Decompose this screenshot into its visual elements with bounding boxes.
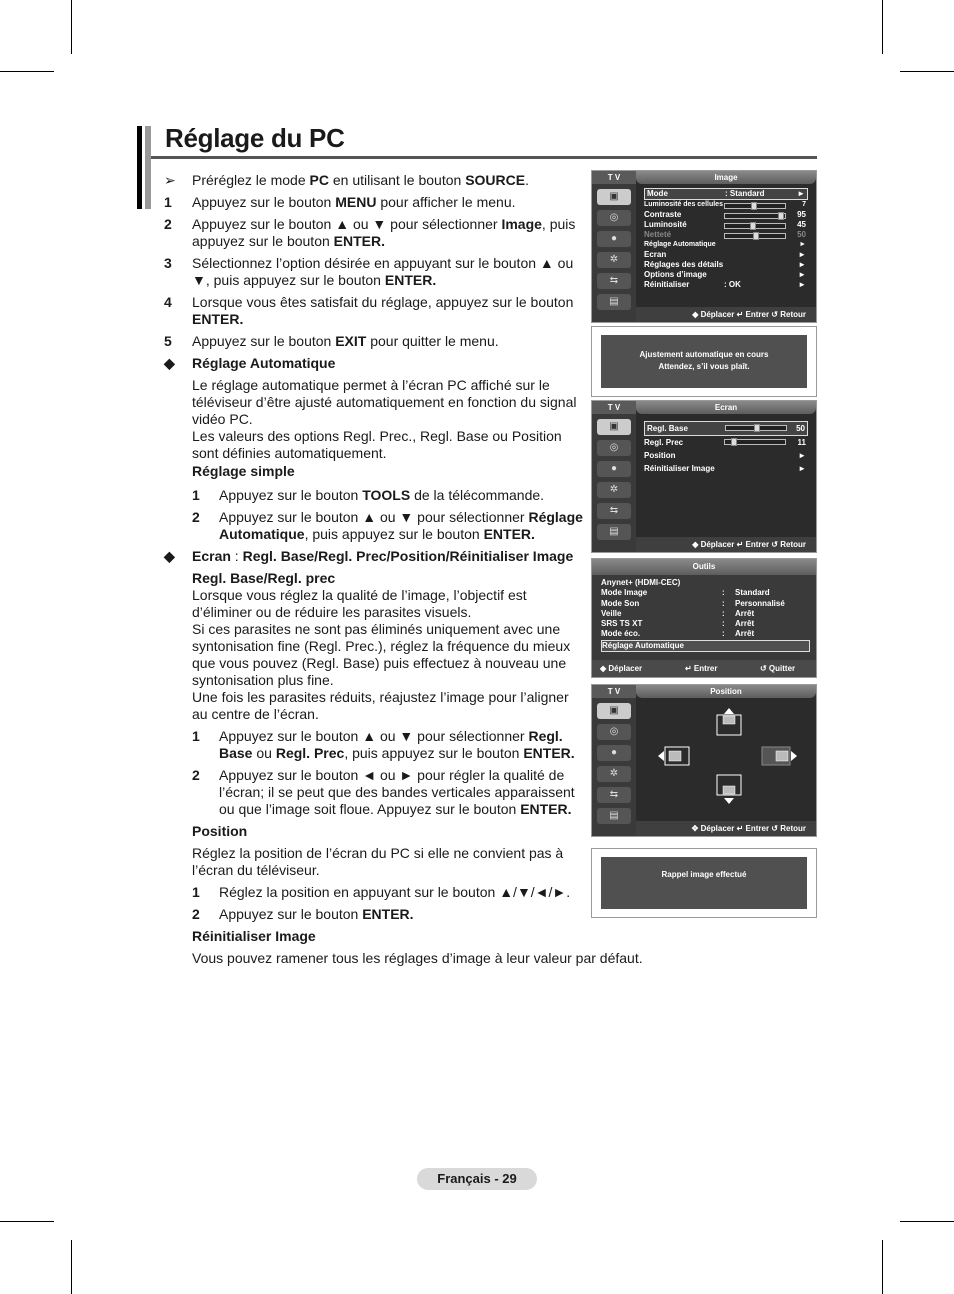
position-arrows-icon xyxy=(638,700,814,820)
osd-slider[interactable] xyxy=(724,203,786,209)
picture-icon: ▣ xyxy=(597,189,631,205)
osd-header: Outils xyxy=(592,559,816,575)
step-number: 2 xyxy=(192,906,200,922)
title-accent-bar-grey xyxy=(145,126,151,209)
osd-menu-item[interactable]: Netteté 50 xyxy=(644,230,806,239)
title-accent-bar xyxy=(137,126,142,209)
chevron-right-icon: ► xyxy=(797,189,805,198)
osd-menu-item[interactable]: Veille : Arrêt xyxy=(601,608,755,618)
main-steps xyxy=(164,194,584,350)
osd-position-menu xyxy=(591,684,817,837)
chevron-right-icon: ► xyxy=(798,250,806,259)
osd-slider[interactable] xyxy=(724,439,786,445)
crop-mark xyxy=(71,0,72,54)
osd-menu-item[interactable]: Réglages des détails ► xyxy=(644,260,806,269)
application-icon: ▤ xyxy=(597,524,631,540)
crop-mark xyxy=(0,71,54,72)
page-number: Français - 29 xyxy=(417,1168,537,1190)
position-diagram xyxy=(638,700,814,819)
regl-paragraph-1: Lorsque vous réglez la qualité de l’image, l’objectif est d’éliminer ou de réduire les parasites visuels. xyxy=(192,587,527,620)
crop-mark xyxy=(0,1221,54,1222)
input-icon: ⇆ xyxy=(597,787,631,803)
osd-header: Position xyxy=(636,685,816,698)
left-arrow-icon xyxy=(658,751,664,761)
diamond-icon: ◆ xyxy=(164,355,175,371)
intro-line: ➢ Préréglez le mode PC en utilisant le bouton SOURCE. xyxy=(164,172,529,188)
osd-slider[interactable] xyxy=(725,425,787,431)
diamond-icon: ◆ xyxy=(164,548,175,564)
regl-heading: Regl. Base/Regl. prec xyxy=(192,570,336,586)
osd-footer: ◆ Déplacer ↵ Entrer ↺ Retour xyxy=(636,537,816,552)
osd-icon-column xyxy=(592,698,636,836)
page-title: Réglage du PC xyxy=(165,123,345,153)
osd-menu-item[interactable]: Contraste 95 xyxy=(644,210,806,219)
osd-tv-tab: T V xyxy=(592,171,636,184)
chevron-right-icon: ► xyxy=(798,280,806,289)
step-number: 1 xyxy=(164,194,172,210)
osd-footer: ◆ Déplacer ↵ Entrer ↺ Quitter xyxy=(592,660,816,677)
crop-mark xyxy=(882,1240,883,1294)
down-arrow-icon xyxy=(724,798,734,804)
osd-footer: ◆ Déplacer ↵ Entrer ↺ Retour xyxy=(636,307,816,322)
osd-menu-item[interactable]: Mode éco. : Arrêt xyxy=(601,629,755,639)
crop-mark xyxy=(900,1221,954,1222)
osd-menu-item[interactable]: Regl. Prec 11 xyxy=(644,438,806,447)
application-icon: ▤ xyxy=(597,808,631,824)
regl-paragraph-2: Si ces parasites ne sont pas éliminés uniquement avec une syntonisation fine (Regl. Prec.), réglez la fréquence du mieux que vous pouvez (Regl. Base) puis effectuez à nouveau une syntonisation plus fine. xyxy=(192,621,571,688)
setup-icon: ✲ xyxy=(597,766,631,782)
step-item: 5 Appuyez sur le bouton EXIT pour quitter le menu. xyxy=(164,333,499,349)
osd-menu-item[interactable]: Ecran ► xyxy=(644,250,806,259)
osd-menu-item[interactable]: Mode : Standard ► xyxy=(644,188,808,200)
channel-icon: ● xyxy=(597,461,631,477)
input-icon: ⇆ xyxy=(597,273,631,289)
osd-menu-item[interactable]: Luminosité des cellules 7 xyxy=(644,201,806,208)
osd-tv-tab: T V xyxy=(592,401,636,414)
arrow-icon: ➢ xyxy=(164,172,176,188)
osd-menu-items xyxy=(644,421,808,475)
osd-menu-item[interactable]: Mode Son : Personnalisé xyxy=(601,598,785,608)
osd-header: Image xyxy=(636,171,816,184)
step-number: 1 xyxy=(192,487,200,503)
step-number: 3 xyxy=(164,255,172,271)
step-item: 1 Appuyez sur le bouton ▲ ou ▼ pour sélectionner Regl. Base ou Regl. Prec, puis appuyez sur le bouton ENTER. xyxy=(192,728,575,761)
auto-heading: ◆ Réglage Automatique xyxy=(164,355,336,371)
osd-image-menu xyxy=(591,170,817,323)
step-number: 1 xyxy=(192,728,200,744)
osd-menu-item[interactable]: Options d’image ► xyxy=(644,270,806,279)
step-item: 3 Sélectionnez l’option désirée en appuyant sur le bouton ▲ ou ▼, puis appuyez sur le bouton ENTER. xyxy=(164,255,574,288)
step-number: 1 xyxy=(192,884,200,900)
ecran-heading: ◆ Ecran : Regl. Base/Regl. Prec/Position/Réinitialiser Image xyxy=(164,548,574,564)
sound-icon: ◎ xyxy=(597,210,631,226)
step-item: 2 Appuyez sur le bouton ▲ ou ▼ pour sélectionner Réglage Automatique, puis appuyez sur le bouton ENTER. xyxy=(192,509,583,542)
step-number: 5 xyxy=(164,333,172,349)
chevron-right-icon: ► xyxy=(798,451,806,460)
reset-heading: Réinitialiser Image xyxy=(192,928,316,944)
auto-paragraph-2: Les valeurs des options Regl. Prec., Regl. Base ou Position sont définies automatiquement. xyxy=(192,428,562,461)
chevron-right-icon: ► xyxy=(798,464,806,473)
auto-paragraph: Le réglage automatique permet à l’écran PC affiché sur le téléviseur d’être ajusté automatiquement en fonction du signal vidéo PC. xyxy=(192,377,577,427)
step-item: 2 Appuyez sur le bouton ▲ ou ▼ pour sélectionner Image, puis appuyez sur le bouton ENTER. xyxy=(164,216,576,249)
osd-icon-column xyxy=(592,184,636,322)
reset-paragraph: Vous pouvez ramener tous les réglages d’image à leur valeur par défaut. xyxy=(192,950,643,966)
title-rule xyxy=(151,156,817,159)
osd-menu-item[interactable]: Luminosité 45 xyxy=(644,220,806,229)
position-heading: Position xyxy=(192,823,248,839)
osd-footer: ✥ Déplacer ↵ Entrer ↺ Retour xyxy=(636,821,816,836)
channel-icon: ● xyxy=(597,231,631,247)
osd-ecran-menu xyxy=(591,400,817,553)
step-item: 1 Appuyez sur le bouton MENU pour afficher le menu. xyxy=(164,194,516,210)
step-item: 4 Lorsque vous êtes satisfait du réglage, appuyez sur le bouton ENTER. xyxy=(164,294,574,327)
chevron-right-icon: ► xyxy=(798,260,806,269)
osd-icon-column xyxy=(592,414,636,552)
osd-header: Ecran xyxy=(636,401,816,414)
step-number: 2 xyxy=(192,767,200,783)
osd-menu-items xyxy=(644,188,808,290)
osd-tv-tab: T V xyxy=(592,685,636,698)
osd-menu-item[interactable]: Réinitialiser Image ► xyxy=(644,464,806,473)
regl-paragraph-3: Une fois les parasites réduits, réajustez l’image pour l’aligner au centre de l’écran. xyxy=(192,689,569,722)
osd-slider[interactable] xyxy=(724,233,786,239)
step-item: 1 Réglez la position en appuyant sur le bouton ▲/▼/◄/►. xyxy=(192,884,571,900)
picture-icon: ▣ xyxy=(597,419,631,435)
osd-slider[interactable] xyxy=(724,223,786,229)
chevron-right-icon: ► xyxy=(799,241,806,248)
chevron-right-icon: ► xyxy=(798,270,806,279)
simple-heading: Réglage simple xyxy=(192,463,295,479)
osd-menu-items xyxy=(601,578,810,652)
step-number: 2 xyxy=(192,509,200,525)
message-box: Rappel image effectué xyxy=(601,857,807,909)
crop-mark xyxy=(882,0,883,54)
step-number: 2 xyxy=(164,216,172,232)
osd-slider[interactable] xyxy=(724,213,786,219)
position-steps xyxy=(164,884,584,923)
step-item: 1 Appuyez sur le bouton TOOLS de la télécommande. xyxy=(192,487,545,503)
osd-menu-item[interactable]: Mode Image : Standard xyxy=(601,588,770,598)
right-arrow-icon xyxy=(791,751,797,761)
regl-steps xyxy=(164,728,584,818)
setup-icon: ✲ xyxy=(597,252,631,268)
application-icon: ▤ xyxy=(597,294,631,310)
osd-menu-item[interactable]: Réglage Automatique ► xyxy=(644,241,806,248)
osd-menu-item[interactable]: Réinitialiser : OK ► xyxy=(644,280,806,289)
up-arrow-icon xyxy=(724,708,734,714)
auto-adjust-message xyxy=(591,326,817,397)
osd-menu-item[interactable]: Position ► xyxy=(644,451,806,460)
crop-mark xyxy=(900,71,954,72)
osd-menu-item[interactable]: Réglage Automatique xyxy=(601,640,810,652)
crop-mark xyxy=(71,1240,72,1294)
sound-icon: ◎ xyxy=(597,440,631,456)
simple-steps xyxy=(164,487,584,543)
position-paragraph: Réglez la position de l’écran du PC si elle ne convient pas à l’écran du téléviseur. xyxy=(192,845,564,878)
step-item: 2 Appuyez sur le bouton ◄ ou ► pour régler la qualité de l’écran; il se peut que des bandes verticales apparaissent ou que l’image soit floue. Appuyez sur le bouton ENTER. xyxy=(192,767,575,817)
input-icon: ⇆ xyxy=(597,503,631,519)
channel-icon: ● xyxy=(597,745,631,761)
message-box: Ajustement automatique en cours Attendez, s’il vous plaît. xyxy=(601,335,807,388)
osd-tools-menu xyxy=(591,558,817,678)
reset-message xyxy=(591,848,817,918)
step-item: 2 Appuyez sur le bouton ENTER. xyxy=(192,906,414,922)
osd-menu-item[interactable]: SRS TS XT : Arrêt xyxy=(601,619,755,629)
picture-icon: ▣ xyxy=(597,703,631,719)
setup-icon: ✲ xyxy=(597,482,631,498)
osd-menu-item[interactable]: Regl. Base 50 xyxy=(644,421,808,436)
osd-menu-item[interactable]: Anynet+ (HDMI-CEC) xyxy=(601,578,681,587)
sound-icon: ◎ xyxy=(597,724,631,740)
step-number: 4 xyxy=(164,294,172,310)
